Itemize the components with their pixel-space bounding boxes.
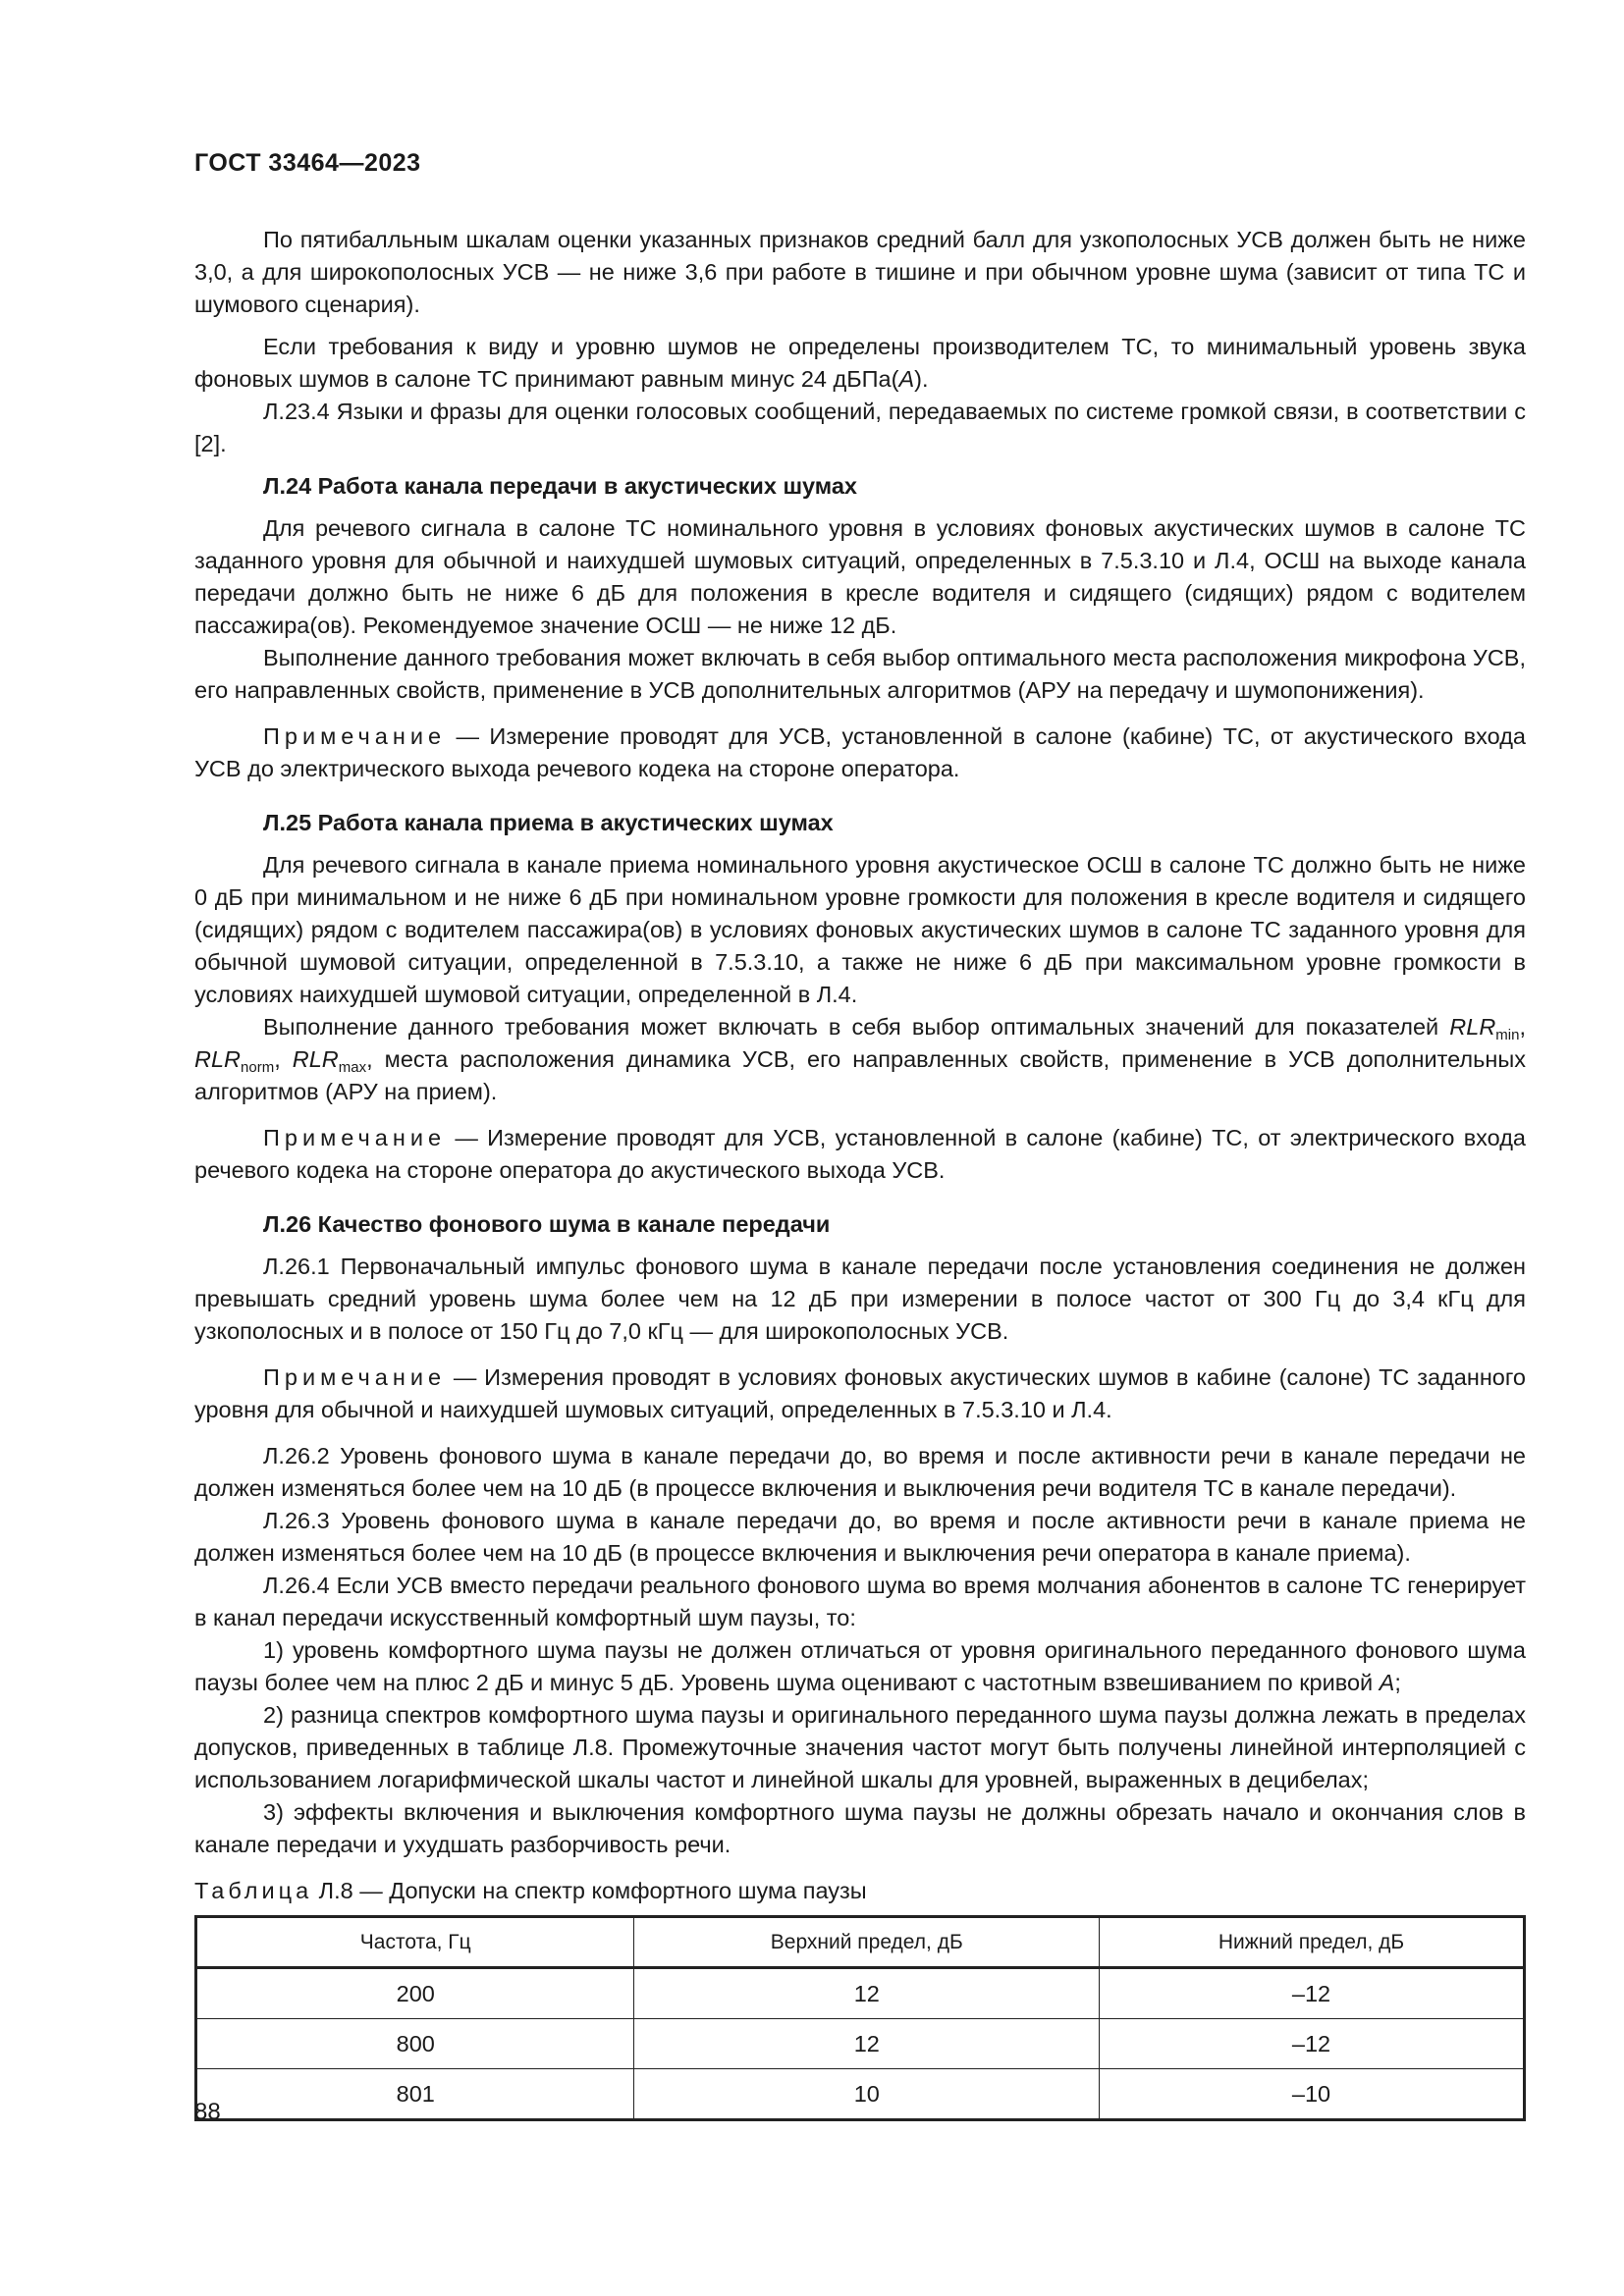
paragraph-text-end: ). — [914, 366, 929, 392]
table-row — [196, 2069, 1525, 2120]
list-item: 3) эффекты включения и выключения комфортного шума паузы не должны обрезать начало и окончания слов в канале передачи и ухудшать разборчивость речи. — [194, 1799, 1526, 1857]
table-cell: 801 — [196, 2069, 634, 2120]
section-heading: Л.24 Работа канала передачи в акустических шумах — [263, 473, 857, 499]
note-text: — Измерение проводят для УСВ, установленной в салоне (кабине) ТС, от электрического входа речевого кодека на стороне оператора до акустического выхода УСВ. — [194, 1125, 1526, 1183]
rlr-symbol: RLR — [1449, 1014, 1496, 1040]
paragraph-text-end: , места расположения динамика УСВ, его направленных свойств, применение в УСВ дополнительных алгоритмов (АРУ на прием). — [194, 1046, 1526, 1104]
table-row — [196, 2019, 1525, 2069]
note — [194, 721, 1526, 785]
separator: , — [274, 1046, 293, 1072]
note-label: Примечание — [263, 1364, 447, 1390]
table-caption — [194, 1875, 1526, 1907]
separator: , — [1519, 1014, 1526, 1040]
paragraph — [194, 331, 1526, 396]
paragraph: Для речевого сигнала в салоне ТС номинального уровня в условиях фоновых акустических шумов в салоне ТС заданного уровня для обычной и наихудшей шумовых ситуаций, определенных в 7.5.3.10 и Л.4, ОСШ на выходе канала передачи должно быть не ниже 6 дБ для положения в кресле водителя и сидящего (сидящих) рядом с водителем пассажира(ов). Рекомендуемое значение ОСШ — не ниже 12 дБ. — [194, 515, 1526, 638]
note-label: Примечание — [263, 723, 447, 749]
table-caption-label: Таблица — [194, 1878, 313, 1903]
subscript-min: min — [1495, 1027, 1520, 1043]
note-text: — Измерения проводят в условиях фоновых акустических шумов в кабине (салоне) ТС заданного уровня для обычной и наихудшей шумовых ситуаций, определенных в 7.5.3.10 и Л.4. — [194, 1364, 1526, 1422]
note — [194, 1122, 1526, 1187]
paragraph: Л.23.4 Языки и фразы для оценки голосовых сообщений, передаваемых по системе громкой связи, в соответствии с [2]. — [194, 399, 1526, 456]
list-item — [194, 1634, 1526, 1699]
page-content — [194, 224, 1526, 2121]
document-header: ГОСТ 33464—2023 — [194, 149, 421, 177]
page-number: 88 — [194, 2099, 221, 2125]
table-cell: 12 — [634, 1968, 1100, 2019]
list-item-text: 1) уровень комфортного шума паузы не должен отличаться от уровня оригинального переданного фонового шума паузы более чем на плюс 2 дБ и минус 5 дБ. Уровень шума оценивают с частотным взвешиванием по кривой — [194, 1637, 1526, 1695]
paragraph: Л.26.1 Первоначальный импульс фонового шума в канале передачи после установления соединения не должен превышать средний уровень шума более чем на 12 дБ при измерении в полосе частот от 300 Гц до 3,4 кГц для узкополосных и в полосе от 150 Гц до 7,0 кГц — для широкополосных УСВ. — [194, 1254, 1526, 1344]
table-cell: 12 — [634, 2019, 1100, 2069]
column-header: Частота, Гц — [196, 1917, 634, 1968]
note — [194, 1362, 1526, 1426]
paragraph — [194, 1011, 1526, 1108]
note-text: — Измерение проводят для УСВ, установленной в салоне (кабине) ТС, от акустического входа УСВ до электрического выхода речевого кодека на стороне оператора. — [194, 723, 1526, 781]
table-header-row — [196, 1917, 1525, 1968]
table-cell: –12 — [1100, 2019, 1525, 2069]
table-cell: 200 — [196, 1968, 634, 2019]
list-item-text-end: ; — [1394, 1670, 1401, 1695]
section-heading: Л.26 Качество фонового шума в канале передачи — [263, 1211, 831, 1237]
table-cell: 800 — [196, 2019, 634, 2069]
table-cell: 10 — [634, 2069, 1100, 2120]
italic-symbol: A — [1379, 1670, 1395, 1695]
list-item: 2) разница спектров комфортного шума паузы и оригинального переданного шума паузы должна лежать в пределах допусков, приведенных в таблице Л.8. Промежуточные значения частот могут быть получены линейной интерполяцией с использованием логарифмической шкалы частот и линейной шкалы для уровней, выраженных в децибелах; — [194, 1702, 1526, 1792]
paragraph: Выполнение данного требования может включать в себя выбор оптимального места расположения микрофона УСВ, его направленных свойств, применение в УСВ дополнительных алгоритмов (АРУ на передачу и шумопонижения). — [194, 645, 1526, 703]
paragraph: Для речевого сигнала в канале приема номинального уровня акустическое ОСШ в салоне ТС должно быть не ниже 0 дБ при минимальном и не ниже 6 дБ при номинальном уровне громкости для положения в кресле водителя и сидящего (сидящих) рядом с водителем пассажира(ов) в условиях фоновых акустических шумов в салоне ТС заданного уровня для обычной шумовой ситуации, определенной в 7.5.3.10, а также не ниже 6 дБ при максимальном уровне громкости в условиях наихудшей шумовой ситуации, определенной в Л.4. — [194, 852, 1526, 1007]
column-header: Верхний предел, дБ — [634, 1917, 1100, 1968]
subscript-max: max — [338, 1059, 367, 1076]
section-heading: Л.25 Работа канала приема в акустических шумах — [263, 810, 834, 835]
paragraph-text: Если требования к виду и уровню шумов не определены производителем ТС, то минимальный уровень звука фоновых шумов в салоне ТС принимают равным минус 24 дБПа( — [194, 334, 1526, 392]
tolerance-table — [194, 1915, 1526, 2121]
subscript-norm: norm — [241, 1059, 275, 1076]
column-header: Нижний предел, дБ — [1100, 1917, 1525, 1968]
rlr-symbol: RLR — [194, 1046, 242, 1072]
table-row — [196, 1968, 1525, 2019]
table-cell: –12 — [1100, 1968, 1525, 2019]
paragraph: Л.26.3 Уровень фонового шума в канале передачи до, во время и после активности речи в канале приема не должен изменяться более чем на 10 дБ (в процессе включения и выключения речи оператора в канале приема). — [194, 1508, 1526, 1566]
paragraph-text: Выполнение данного требования может включать в себя выбор оптимальных значений для показателей — [263, 1014, 1450, 1040]
table-cell: –10 — [1100, 2069, 1525, 2120]
paragraph: По пятибалльным шкалам оценки указанных признаков средний балл для узкополосных УСВ должен быть не ниже 3,0, а для широкополосных УСВ — не ниже 3,6 при работе в тишине и при обычном уровне шума (зависит от типа ТС и шумового сценария). — [194, 227, 1526, 317]
paragraph: Л.26.4 Если УСВ вместо передачи реального фонового шума во время молчания абонентов в салоне ТС генерирует в канал передачи искусственный комфортный шум паузы, то: — [194, 1573, 1526, 1630]
note-label: Примечание — [263, 1125, 447, 1150]
rlr-symbol: RLR — [292, 1046, 339, 1072]
table-caption-text: Л.8 — Допуски на спектр комфортного шума паузы — [312, 1878, 867, 1903]
paragraph: Л.26.2 Уровень фонового шума в канале передачи до, во время и после активности речи в канале передачи не должен изменяться более чем на 10 дБ (в процессе включения и выключения речи водителя ТС в канале передачи). — [194, 1443, 1526, 1501]
italic-symbol: A — [898, 366, 915, 392]
